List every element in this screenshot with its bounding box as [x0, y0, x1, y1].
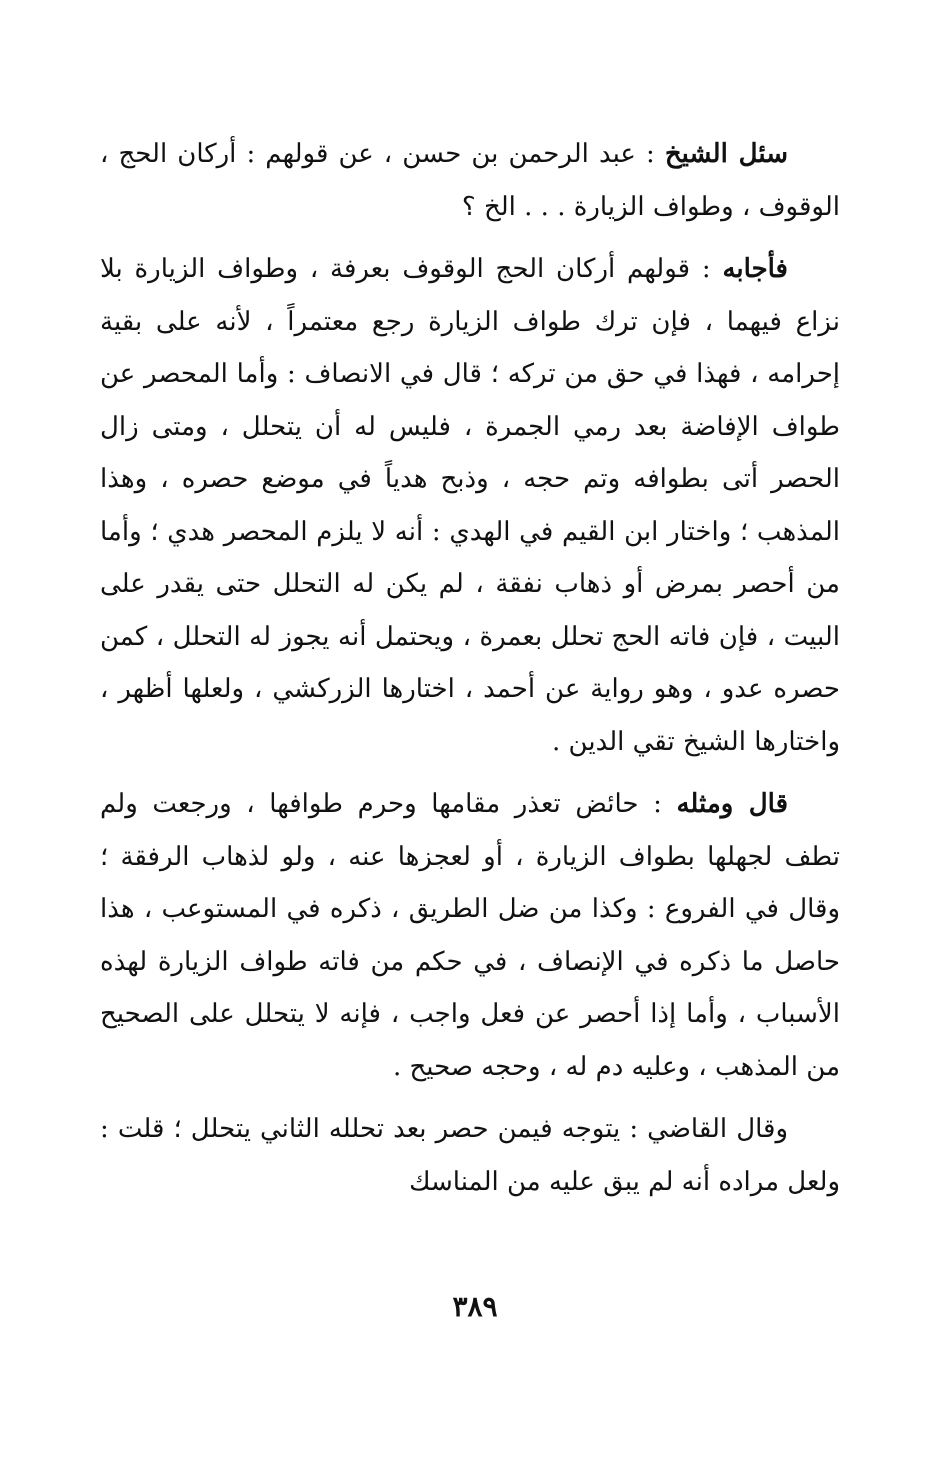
paragraph-text: وقال القاضي : يتوجه فيمن حصر بعد تحلله الثاني يتحلل ؛ قلت : ولعل مراده أنه لم يبق عليه من المناسك: [100, 1114, 840, 1197]
paragraph-similar-case: [100, 778, 840, 1093]
paragraph-lead: قال ومثله: [676, 789, 788, 819]
paragraph-text: : عبد الرحمن بن حسن ، عن قولهم : أركان الحج ، الوقوف ، وطواف الزيارة . . . الخ ؟: [100, 139, 840, 222]
paragraph-lead: فأجابه: [722, 254, 788, 284]
paragraph-question: [100, 128, 840, 233]
paragraph-answer: [100, 243, 840, 768]
body-text: [100, 128, 840, 1208]
paragraph-lead: سئل الشيخ: [664, 139, 788, 169]
page-number: ٣٨٩: [452, 1290, 498, 1323]
paragraph-text: : قولهم أركان الحج الوقوف بعرفة ، وطواف الزيارة بلا نزاع فيهما ، فإن ترك طواف الزيارة رجع معتمراً ، لأنه على بقية إحرامه ، فهذا في حق من تركه ؛ قال في الانصاف : وأما المحصر عن طواف الإفاضة بعد رمي الجمرة ، فليس له أن يتحلل ، ومتى زال الحصر أتى بطوافه وتم حجه ، وذبح هدياً في موضع حصره ، وهذا المذهب ؛ واختار ابن القيم في الهدي : أنه لا يلزم المحصر هدي ؛ وأما من أحصر بمرض أو ذهاب نفقة ، لم يكن له التحلل حتى يقدر على البيت ، فإن فاته الحج تحلل بعمرة ، ويحتمل أنه يجوز له التحلل ، كمن حصره عدو ، وهو رواية عن أحمد ، اختارها الزركشي ، ولعلها أظهر ، واختارها الشيخ تقي الدين .: [100, 254, 840, 757]
paragraph-qadi: [100, 1103, 840, 1208]
paragraph-text: : حائض تعذر مقامها وحرم طوافها ، ورجعت ولم تطف لجهلها بطواف الزيارة ، أو لعجزها عنه ، ولو لذهاب الرفقة ؛ وقال في الفروع : وكذا من ضل الطريق ، ذكره في المستوعب ، هذا حاصل ما ذكره في الإنصاف ، في حكم من فاته طواف الزيارة لهذه الأسباب ، وأما إذا أحصر عن فعل واجب ، فإنه لا يتحلل على الصحيح من المذهب ، وعليه دم له ، وحجه صحيح .: [100, 789, 840, 1082]
